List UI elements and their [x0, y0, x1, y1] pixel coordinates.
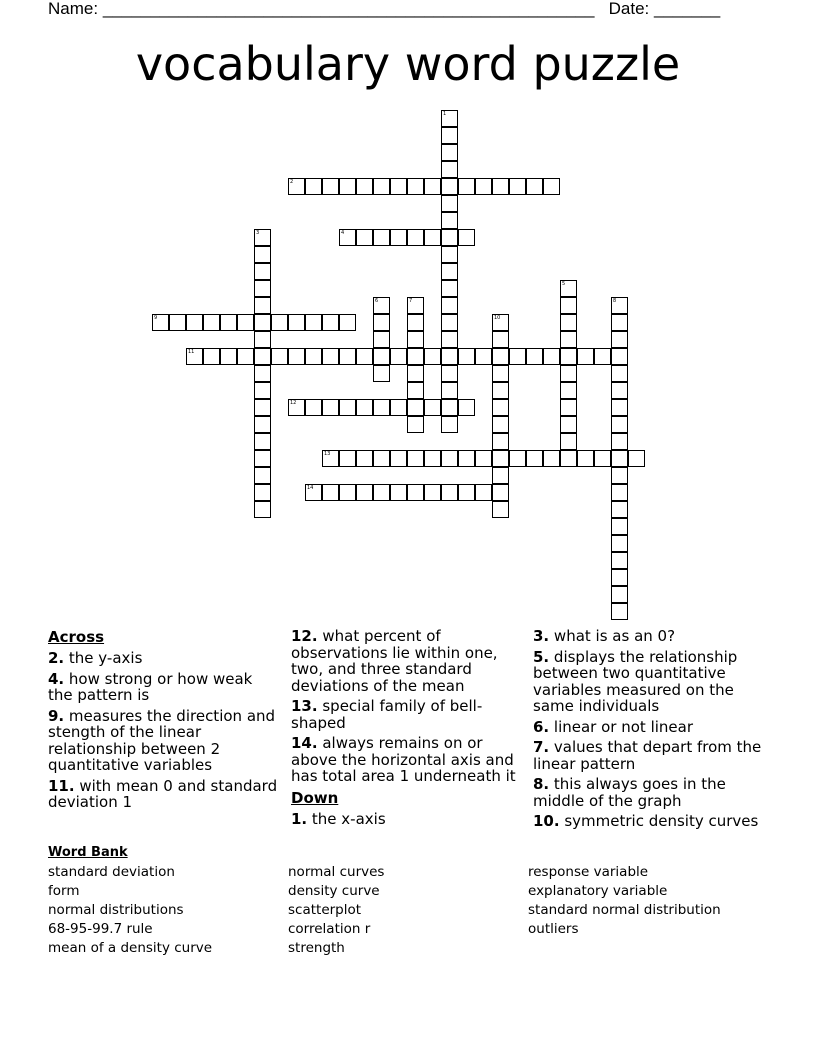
clue-text: the y-axis: [68, 649, 143, 667]
grid-cell[interactable]: [611, 484, 628, 501]
grid-cell[interactable]: [560, 297, 577, 314]
word-bank-item: 68-95-99.7 rule: [48, 921, 153, 937]
clue-text: measures the direction and stength of the linear relationship between 2 quantitative variables: [48, 706, 276, 774]
grid-cell[interactable]: [271, 314, 288, 331]
grid-cell[interactable]: [475, 450, 492, 467]
grid-cell[interactable]: [356, 229, 373, 246]
cell-number: 10: [494, 315, 501, 321]
cell-number: 7: [409, 298, 413, 304]
word-bank-column-2: [288, 863, 528, 958]
clue-across-2: [48, 650, 280, 667]
clue-number: 5.: [533, 647, 550, 666]
grid-cell[interactable]: [254, 229, 271, 246]
grid-cell[interactable]: [305, 314, 322, 331]
word-bank-heading: Word Bank: [48, 845, 128, 860]
grid-cell[interactable]: [424, 348, 441, 365]
word-bank-item: explanatory variable: [528, 883, 668, 899]
clue-down-6: [533, 719, 765, 736]
grid-cell[interactable]: [611, 433, 628, 450]
grid-cell[interactable]: [407, 399, 424, 416]
grid-cell[interactable]: [475, 484, 492, 501]
clue-text: how strong or how weak the pattern is: [48, 669, 253, 704]
grid-cell[interactable]: [611, 535, 628, 552]
grid-cell[interactable]: [509, 450, 526, 467]
clue-text: what percent of observations lie within one, two, and three standard deviations of the mean: [291, 627, 498, 695]
grid-cell[interactable]: [237, 314, 254, 331]
cell-number: 12: [290, 400, 297, 406]
clue-down-10: [533, 813, 765, 830]
grid-cell[interactable]: [611, 314, 628, 331]
grid-cell[interactable]: [441, 280, 458, 297]
grid-cell[interactable]: [390, 178, 407, 195]
grid-cell[interactable]: [492, 467, 509, 484]
grid-cell[interactable]: [322, 348, 339, 365]
word-bank-item: strength: [288, 940, 345, 956]
grid-cell[interactable]: [373, 331, 390, 348]
grid-cell[interactable]: [186, 314, 203, 331]
word-bank-item: mean of a density curve: [48, 940, 213, 956]
grid-cell[interactable]: [254, 314, 271, 331]
grid-cell[interactable]: [611, 450, 628, 467]
grid-cell[interactable]: [611, 399, 628, 416]
grid-cell[interactable]: [288, 314, 305, 331]
grid-cell[interactable]: [322, 450, 339, 467]
grid-cell[interactable]: [441, 195, 458, 212]
grid-cell[interactable]: [441, 382, 458, 399]
cell-number: 4: [341, 230, 345, 236]
clue-number: 8.: [533, 775, 550, 793]
clue-text: values that depart from the linear pattern: [533, 738, 762, 773]
grid-cell[interactable]: [441, 127, 458, 144]
grid-cell[interactable]: [254, 280, 271, 297]
grid-cell[interactable]: [441, 331, 458, 348]
grid-cell[interactable]: [254, 433, 271, 450]
grid-cell[interactable]: [492, 348, 509, 365]
grid-cell[interactable]: [577, 450, 594, 467]
grid-cell[interactable]: [543, 450, 560, 467]
grid-cell[interactable]: [611, 382, 628, 399]
clue-number: 11.: [48, 776, 75, 795]
grid-cell[interactable]: [526, 178, 543, 195]
grid-cell[interactable]: [441, 484, 458, 501]
grid-cell[interactable]: [560, 382, 577, 399]
grid-cell[interactable]: [441, 416, 458, 433]
clue-number: 14.: [291, 734, 318, 752]
grid-cell[interactable]: [305, 178, 322, 195]
grid-cell[interactable]: [203, 314, 220, 331]
grid-cell[interactable]: [271, 348, 288, 365]
grid-cell[interactable]: [407, 229, 424, 246]
grid-cell[interactable]: [492, 433, 509, 450]
grid-cell[interactable]: [407, 484, 424, 501]
grid-cell[interactable]: [373, 314, 390, 331]
cell-number: 11: [188, 349, 195, 355]
down-heading: Down: [291, 788, 339, 807]
grid-cell[interactable]: [441, 212, 458, 229]
grid-cell[interactable]: [254, 297, 271, 314]
grid-cell[interactable]: [441, 229, 458, 246]
grid-cell[interactable]: [543, 348, 560, 365]
grid-cell[interactable]: [594, 450, 611, 467]
grid-cell[interactable]: [492, 382, 509, 399]
grid-cell[interactable]: [356, 450, 373, 467]
grid-cell[interactable]: [203, 348, 220, 365]
grid-cell[interactable]: [407, 365, 424, 382]
grid-cell[interactable]: [373, 365, 390, 382]
grid-cell[interactable]: [492, 331, 509, 348]
clue-down-8: [533, 776, 765, 809]
grid-cell[interactable]: [611, 297, 628, 314]
grid-cell[interactable]: [220, 314, 237, 331]
clue-across-9: [48, 708, 280, 774]
grid-cell[interactable]: [560, 348, 577, 365]
grid-cell[interactable]: [560, 416, 577, 433]
clue-down-7: [533, 739, 765, 772]
grid-cell[interactable]: [611, 552, 628, 569]
grid-cell[interactable]: [577, 348, 594, 365]
grid-cell[interactable]: [254, 484, 271, 501]
grid-cell[interactable]: [288, 178, 305, 195]
word-bank-item: scatterplot: [288, 902, 362, 918]
grid-cell[interactable]: [390, 399, 407, 416]
cell-number: 14: [307, 485, 314, 491]
cell-number: 2: [290, 179, 294, 185]
cell-number: 13: [324, 451, 331, 457]
grid-cell[interactable]: [475, 178, 492, 195]
clues-column-1: [48, 628, 280, 815]
word-bank-item: correlation r: [288, 921, 371, 937]
clue-down-3: [533, 628, 765, 645]
clue-number: 12.: [291, 627, 318, 645]
clue-text: with mean 0 and standard deviation 1: [48, 776, 278, 811]
cell-number: 1: [443, 111, 447, 117]
grid-cell[interactable]: [441, 365, 458, 382]
cell-number: 5: [562, 281, 566, 287]
grid-cell[interactable]: [356, 484, 373, 501]
grid-cell[interactable]: [254, 467, 271, 484]
grid-cell[interactable]: [373, 399, 390, 416]
grid-cell[interactable]: [492, 484, 509, 501]
grid-cell[interactable]: [390, 484, 407, 501]
grid-cell[interactable]: [441, 348, 458, 365]
cell-number: 8: [613, 298, 617, 304]
grid-cell[interactable]: [424, 484, 441, 501]
grid-cell[interactable]: [254, 416, 271, 433]
grid-cell[interactable]: [407, 416, 424, 433]
word-bank-item: standard normal distribution: [528, 902, 721, 918]
grid-cell[interactable]: [373, 229, 390, 246]
cell-number: 3: [256, 230, 260, 236]
grid-cell[interactable]: [458, 178, 475, 195]
grid-cell[interactable]: [611, 365, 628, 382]
grid-cell[interactable]: [407, 297, 424, 314]
grid-cell[interactable]: [373, 450, 390, 467]
grid-cell[interactable]: [390, 229, 407, 246]
grid-cell[interactable]: [356, 399, 373, 416]
clue-down-5: [533, 649, 765, 715]
grid-cell[interactable]: [407, 348, 424, 365]
grid-cell[interactable]: [611, 501, 628, 518]
grid-cell[interactable]: [492, 450, 509, 467]
clues-column-2: [291, 628, 523, 831]
grid-cell[interactable]: [611, 416, 628, 433]
grid-cell[interactable]: [441, 450, 458, 467]
word-bank-item: normal distributions: [48, 902, 184, 918]
grid-cell[interactable]: [560, 331, 577, 348]
grid-cell[interactable]: [458, 229, 475, 246]
grid-cell[interactable]: [424, 178, 441, 195]
grid-cell[interactable]: [322, 399, 339, 416]
clue-text: linear or not linear: [553, 717, 693, 736]
grid-cell[interactable]: [322, 484, 339, 501]
grid-cell[interactable]: [594, 348, 611, 365]
grid-cell[interactable]: [441, 314, 458, 331]
clue-text: this always goes in the middle of the graph: [533, 775, 726, 810]
grid-cell[interactable]: [560, 433, 577, 450]
grid-cell[interactable]: [560, 365, 577, 382]
clue-number: 13.: [291, 697, 318, 715]
grid-cell[interactable]: [254, 501, 271, 518]
date-label: Date:: [608, 0, 650, 18]
grid-cell[interactable]: [305, 399, 322, 416]
grid-cell[interactable]: [373, 297, 390, 314]
clue-number: 2.: [48, 649, 65, 667]
clue-number: 1.: [291, 809, 308, 828]
grid-cell[interactable]: [611, 603, 628, 620]
grid-cell[interactable]: [441, 178, 458, 195]
clue-text: special family of bell-shaped: [291, 697, 483, 732]
grid-cell[interactable]: [441, 399, 458, 416]
clue-text: always remains on or above the horizontal axis and has total area 1 underneath it: [291, 734, 516, 785]
grid-cell[interactable]: [339, 314, 356, 331]
grid-cell[interactable]: [288, 348, 305, 365]
clue-number: 10.: [533, 812, 560, 830]
clue-number: 3.: [533, 627, 550, 645]
grid-cell[interactable]: [611, 518, 628, 535]
grid-cell[interactable]: [441, 144, 458, 161]
grid-cell[interactable]: [492, 365, 509, 382]
clue-text: symmetric density curves: [564, 812, 759, 830]
name-label: Name:: [48, 0, 99, 18]
grid-cell[interactable]: [254, 399, 271, 416]
grid-cell[interactable]: [509, 178, 526, 195]
grid-cell[interactable]: [339, 450, 356, 467]
cell-number: 9: [154, 315, 158, 321]
grid-cell[interactable]: [526, 348, 543, 365]
grid-cell[interactable]: [186, 348, 203, 365]
grid-cell[interactable]: [560, 314, 577, 331]
grid-cell[interactable]: [560, 280, 577, 297]
clues-column-3: [533, 628, 765, 834]
grid-cell[interactable]: [407, 331, 424, 348]
grid-cell[interactable]: [441, 246, 458, 263]
word-bank-column-1: [48, 863, 288, 958]
grid-cell[interactable]: [373, 178, 390, 195]
grid-cell[interactable]: [543, 178, 560, 195]
grid-cell[interactable]: [339, 399, 356, 416]
grid-cell[interactable]: [322, 314, 339, 331]
grid-cell[interactable]: [458, 399, 475, 416]
clue-number: 4.: [48, 669, 65, 688]
grid-cell[interactable]: [441, 263, 458, 280]
grid-cell[interactable]: [424, 450, 441, 467]
grid-cell[interactable]: [492, 416, 509, 433]
grid-cell[interactable]: [458, 348, 475, 365]
grid-cell[interactable]: [458, 484, 475, 501]
clue-number: 9.: [48, 706, 65, 725]
clue-number: 7.: [533, 738, 550, 756]
grid-cell[interactable]: [339, 229, 356, 246]
grid-cell[interactable]: [441, 161, 458, 178]
grid-cell[interactable]: [356, 348, 373, 365]
clue-down-1: [291, 811, 523, 828]
grid-cell[interactable]: [509, 348, 526, 365]
clue-number: 6.: [533, 717, 550, 736]
grid-cell[interactable]: [237, 348, 254, 365]
grid-cell[interactable]: [254, 382, 271, 399]
page-title: vocabulary word puzzle: [135, 37, 681, 91]
grid-cell[interactable]: [407, 178, 424, 195]
grid-cell[interactable]: [254, 365, 271, 382]
grid-cell[interactable]: [254, 246, 271, 263]
grid-cell[interactable]: [254, 450, 271, 467]
grid-cell[interactable]: [152, 314, 169, 331]
word-bank-item: normal curves: [288, 864, 385, 880]
grid-cell[interactable]: [339, 348, 356, 365]
clue-text: what is as an 0?: [553, 627, 676, 645]
grid-cell[interactable]: [390, 348, 407, 365]
grid-cell[interactable]: [458, 450, 475, 467]
clue-across-13: [291, 698, 523, 731]
grid-cell[interactable]: [441, 110, 458, 127]
clue-across-12: [291, 628, 523, 694]
grid-cell[interactable]: [492, 314, 509, 331]
name-blank[interactable]: ____________________________________________________: [102, 0, 595, 18]
word-bank-item: outliers: [528, 921, 579, 937]
grid-cell[interactable]: [492, 178, 509, 195]
grid-cell[interactable]: [305, 484, 322, 501]
grid-cell[interactable]: [322, 178, 339, 195]
grid-cell[interactable]: [424, 229, 441, 246]
grid-cell[interactable]: [373, 484, 390, 501]
clue-text: displays the relationship between two quantitative variables measured on the same individuals: [533, 647, 738, 715]
grid-cell[interactable]: [407, 314, 424, 331]
grid-cell[interactable]: [390, 450, 407, 467]
grid-cell[interactable]: [611, 569, 628, 586]
grid-cell[interactable]: [305, 348, 322, 365]
grid-cell[interactable]: [169, 314, 186, 331]
grid-cell[interactable]: [254, 263, 271, 280]
grid-cell[interactable]: [492, 501, 509, 518]
grid-cell[interactable]: [560, 450, 577, 467]
grid-cell[interactable]: [611, 348, 628, 365]
grid-cell[interactable]: [424, 399, 441, 416]
grid-cell[interactable]: [220, 348, 237, 365]
clue-across-11: [48, 778, 280, 811]
grid-cell[interactable]: [339, 484, 356, 501]
grid-cell[interactable]: [628, 450, 645, 467]
word-bank-column-3: [528, 863, 768, 939]
grid-cell[interactable]: [560, 399, 577, 416]
date-blank[interactable]: _______: [654, 0, 721, 18]
clue-text: the x-axis: [311, 809, 386, 828]
grid-cell[interactable]: [254, 331, 271, 348]
word-bank-item: density curve: [288, 883, 380, 899]
across-heading: Across: [48, 628, 105, 646]
word-bank-item: standard deviation: [48, 864, 175, 880]
grid-cell[interactable]: [611, 586, 628, 603]
grid-cell[interactable]: [356, 178, 373, 195]
grid-cell[interactable]: [339, 178, 356, 195]
word-bank-item: response variable: [528, 864, 649, 880]
grid-cell[interactable]: [407, 450, 424, 467]
clue-across-14: [291, 735, 523, 785]
grid-cell[interactable]: [254, 348, 271, 365]
grid-cell[interactable]: [373, 348, 390, 365]
grid-cell[interactable]: [526, 450, 543, 467]
grid-cell[interactable]: [407, 382, 424, 399]
cell-number: 6: [375, 298, 379, 304]
word-bank-item: form: [48, 883, 80, 899]
grid-cell[interactable]: [441, 297, 458, 314]
grid-cell[interactable]: [475, 348, 492, 365]
clue-across-4: [48, 671, 280, 704]
grid-cell[interactable]: [492, 399, 509, 416]
grid-cell[interactable]: [288, 399, 305, 416]
grid-cell[interactable]: [611, 331, 628, 348]
grid-cell[interactable]: [611, 467, 628, 484]
